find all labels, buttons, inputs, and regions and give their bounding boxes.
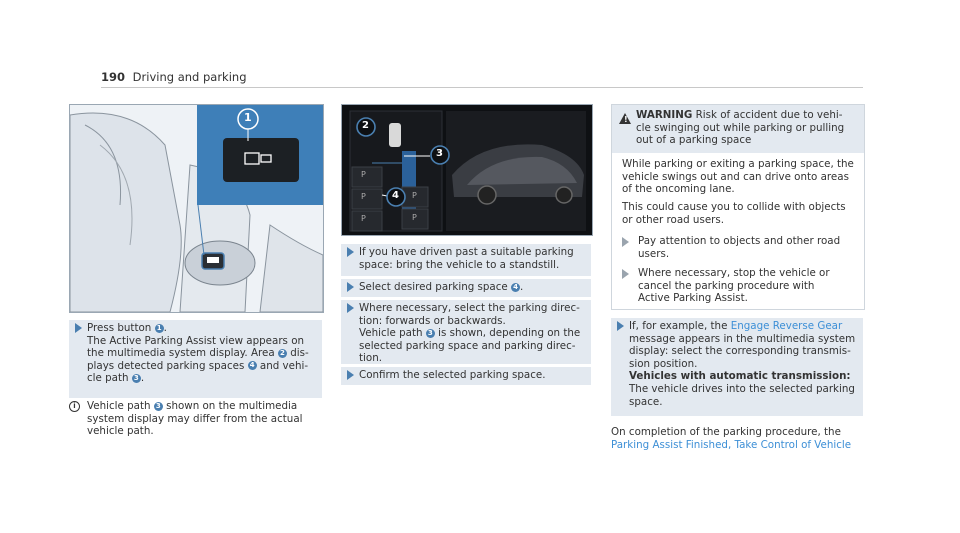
parking-label-4: P	[412, 191, 417, 200]
step-standstill: If you have driven past a suitable parking space: bring the vehicle to a standstill.	[341, 244, 591, 276]
parking-finished-message: Parking Assist Finished, Take Control of Vehicle	[611, 438, 852, 451]
info-icon: i	[69, 401, 80, 412]
console-illustration	[69, 104, 324, 313]
ref-2: 2	[278, 349, 287, 358]
engage-reverse-gear-message: Engage Reverse Gear	[730, 320, 843, 332]
multimedia-display-illustration	[341, 104, 593, 236]
warning-paragraph-1: While parking or exiting a parking space, the vehicle swings out and can drive onto areas of the oncoming lane.	[622, 158, 854, 196]
parking-label-2: P	[361, 192, 366, 201]
header-divider	[101, 87, 863, 88]
parking-label-1: P	[361, 170, 366, 179]
warning-triangle-icon: !	[619, 113, 631, 124]
console-drawing	[70, 105, 323, 312]
parking-label-3: P	[361, 214, 366, 223]
display-drawing	[342, 105, 592, 235]
page-number: 190	[101, 70, 126, 84]
completion-text: On completion of the parking procedure, the Parking Assist Finished, Take Control of Vehicle	[611, 426, 871, 451]
step-select-space: Select desired parking space 4 .	[341, 279, 591, 297]
warning-header: ! WARNING Risk of accident due to vehi- cle swinging out while parking or pulling out of a parking space	[612, 105, 864, 153]
warning-box	[611, 104, 865, 310]
step-arrow-icon	[347, 282, 354, 292]
warning-bullet-1: Pay attention to objects and other road users.	[622, 235, 858, 260]
step-arrow-icon	[347, 247, 354, 257]
ref-3: 3	[132, 374, 141, 383]
bullet-arrow-icon	[622, 269, 629, 279]
warning-title: WARNING	[636, 109, 693, 121]
ref-3c: 3	[426, 329, 435, 338]
page-header	[101, 70, 247, 84]
step-arrow-icon	[617, 321, 624, 331]
step-confirm: Confirm the selected parking space.	[341, 367, 591, 385]
step-parking-direction: Where necessary, select the parking direc- tion: forwards or backwards. Vehicle path 3 is shown, depending on the selected parking space and parking direc- tion.	[341, 300, 591, 364]
callout-4: 4	[392, 190, 399, 201]
warning-paragraph-2: This could cause you to collide with objects or other road users.	[622, 201, 846, 226]
section-title: Driving and parking	[132, 70, 247, 84]
step-arrow-icon	[75, 323, 82, 333]
parking-label-5: P	[412, 213, 417, 222]
bullet-arrow-icon	[622, 237, 629, 247]
note-vehicle-path: i Vehicle path 3 shown on the multimedia system display may differ from the actual vehicle path.	[69, 400, 322, 438]
callout-3: 3	[436, 148, 443, 159]
step-press-button: Press button 1 . The Active Parking Assist view appears on the multimedia system display. Area 2 dis- plays detected parking spaces 4 and vehi- cle path 3 .	[69, 320, 322, 398]
step-arrow-icon	[347, 370, 354, 380]
warning-bullet-2: Where necessary, stop the vehicle or cancel the parking procedure with Active Parking Assist.	[622, 267, 858, 305]
callout-2: 2	[362, 120, 369, 131]
ref-4c: 4	[511, 283, 520, 292]
step-reverse-gear: If, for example, the Engage Reverse Gear message appears in the multimedia system display: select the corresponding transmis- sion position. Vehicles with automatic transmission: The vehicle drives into the selected parking space.	[611, 318, 863, 416]
callout-1: 1	[244, 111, 252, 124]
step-arrow-icon	[347, 303, 354, 313]
ref-1: 1	[155, 324, 164, 333]
ref-4: 4	[248, 361, 257, 370]
ref-3b: 3	[154, 402, 163, 411]
